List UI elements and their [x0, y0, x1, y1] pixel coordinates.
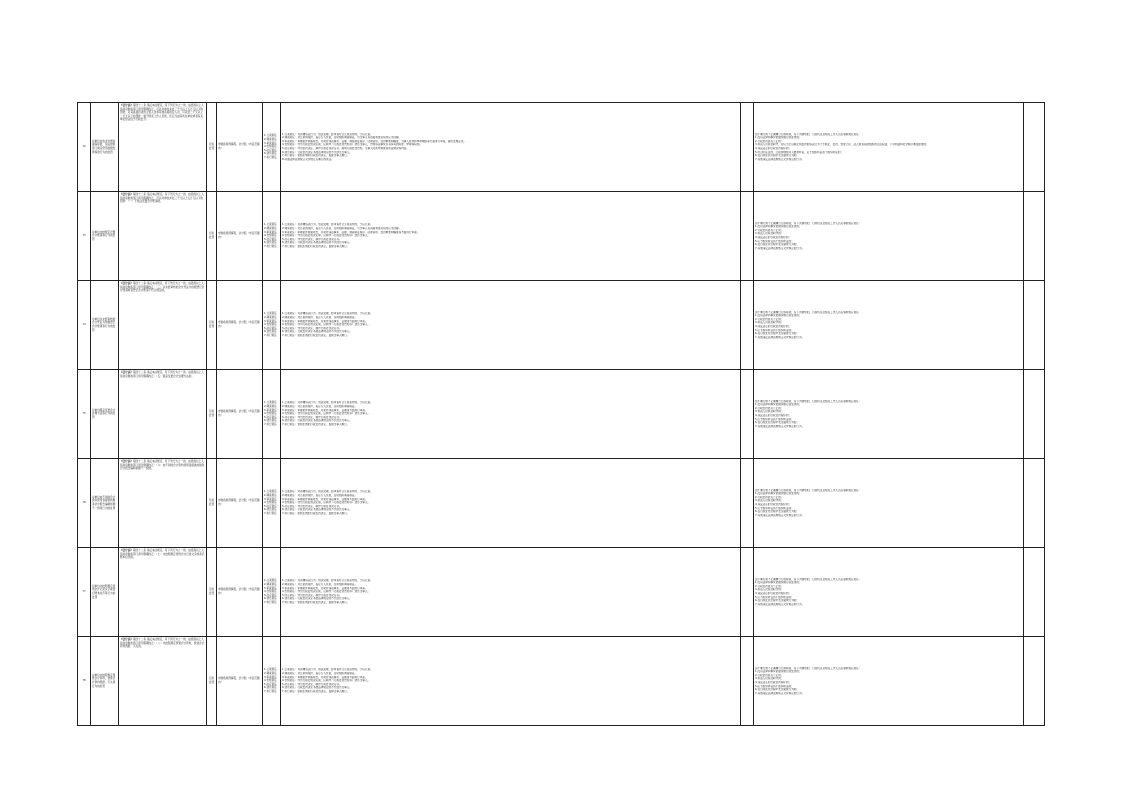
responsibility-line: 3.审查责任：审理案件调查报告，对案件违法事实、证据等方面进行审查。: [282, 675, 368, 679]
basis-title: 《会计法》: [120, 371, 133, 374]
legal-basis: [119, 637, 207, 726]
responsibility-line: 4.告知责任：作出行政处罚决定前，应制作《行政处罚告知书》送达当事人。: [282, 323, 371, 327]
accountability-label: [741, 103, 754, 192]
accountability-line: 7.其他违反法律法规规章文件规定的行为。: [755, 691, 805, 695]
accountability-head: 因不履行或不正确履行行政职责，有下列情形的，行政机关及相关工作人员应承担相应责任：: [755, 310, 862, 314]
responsibility-summary-text: 1.立案责任 2.调查责任 3.审查责任 4.告知责任 5.决定责任 6.送达责任 7.执行责任: [264, 668, 277, 693]
category-text: 行政处罚: [208, 321, 215, 328]
responsibility-line: 8.其他法律法规规章文件规定应履行的责任。: [282, 157, 334, 161]
row-number: [78, 103, 91, 192]
responsibility-summary-text: 1.立案责任 2.调查责任 3.审查责任 4.告知责任 5.决定责任 6.送达责任 7.执行责任: [264, 223, 277, 248]
accountability-label: [741, 370, 754, 459]
accountability-label: [741, 637, 754, 726]
responsibility-line: 7.执行责任：依照生效的行政处罚决定，监督当事人履行。: [282, 511, 350, 515]
accountability-label: [741, 281, 754, 370]
responsibility-details: [281, 459, 741, 548]
responsibility-line: 2.调查责任：对立案的案件，指定专人负责，及时组织调查取证，与当事人有直接利害关系的应当回避。: [282, 136, 402, 140]
item-name: [91, 637, 119, 726]
row-number-text: 77: [82, 590, 86, 594]
accountability-label: [741, 192, 754, 281]
dept-text: 市财政局预算股、会计股（市区范围内）: [218, 321, 260, 328]
responsibility-line: 6.送达责任：行政处罚决定书按法律规定的方式送达当事人。: [282, 330, 352, 334]
basis-text: 第四十二条 违反本法规定，有下列行为之一的，由县级以上人民政府财政部门责令限期改正，可以对单位并处三千元以上五万元以下的罚款：（一）不依法设置会计账簿的。: [120, 193, 204, 204]
responsibility-line: 1.立案责任：对涉嫌违法行为，依法受理，经审查符合立案条件的，予以立案。: [282, 490, 373, 494]
dept-text: 市财政局预算股、会计股（市区范围内）: [218, 232, 260, 239]
item-name-text: 对单位以未经审核的会计凭证为依据登记会计账簿等行为的处罚: [92, 317, 116, 332]
accountability-head: 因不履行或不正确履行行政职责，有下列情形的，行政机关及相关工作人员应承担相应责任：: [755, 132, 862, 136]
basis-text: 第四十二条 违反本法规定，有下列行为之一的，由县级以上人民政府财政部门责令限期改正，可以对单位并处三千元以上五万元以下的罚款；对其直接负责的主管人员和其他直接责任人员，可以处二千元以上二万元以下的罚款；属于国家工作人员的，还应当由其所在单位或者有关单位依法给予行政处分。: [120, 104, 204, 122]
accountability-line: 6.在行政处罚过程中发生腐败行为的；: [755, 332, 799, 336]
remarks: [1024, 281, 1045, 370]
responsibility-line: 6.送达责任：行政处罚决定书按法律规定的方式送达当事人。: [282, 419, 352, 423]
responsibility-summary-text: 1.立案责任 2.调查责任 3.审查责任 4.告知责任 5.决定责任 6.送达责任 7.执行责任: [264, 490, 277, 515]
accountability-line: 5.应予组织听证而不组织听证的；: [755, 684, 794, 688]
responsibility-line: 3.审查责任：审理案件调查报告，对案件违法事实、证据、调查取证程序、法律适用、处罚种类和幅度等方面进行审查。: [282, 230, 420, 234]
accountability-line: 7.其他违反法律法规规章文件规定的行为。: [755, 157, 805, 161]
dept-text: 市财政局预算股、会计股（市区范围内）: [218, 677, 260, 684]
accountability-line: 4.违反法定的行政处罚程序的；: [755, 325, 792, 328]
implementing-dept: [217, 103, 263, 192]
item-name: [91, 459, 119, 548]
responsibility-line: 5.决定责任：作出处罚决定，制作行政处罚决定书。: [282, 682, 342, 686]
dept-text: 市财政局预算股、会计股（市区范围内）: [218, 410, 260, 417]
accountability-line: 6.在行政处罚过程中发生腐败行为的；: [755, 154, 799, 158]
accountability-line: 6.在行政处罚过程中发生腐败行为的；: [755, 599, 799, 603]
accountability-label: [741, 548, 754, 637]
remarks: [1024, 459, 1045, 548]
responsibility-line: 7.执行责任：依照生效的行政处罚决定，监督当事人履行。: [282, 689, 350, 693]
responsibility-line: 2.调查责任：对立案的案件，指定专人负责，及时组织调查取证。: [282, 316, 358, 320]
responsibility-details: [281, 548, 741, 637]
accountability-head: 因不履行或不正确履行行政职责，有下列情形的，行政机关及相关工作人员应承担相应责任：: [755, 221, 862, 225]
responsibility-line: 7.执行责任：依照生效的行政处罚决定，监督当事人履行。: [282, 333, 350, 337]
responsibility-line: 4.告知责任：作出行政处罚决定前，应制作《行政处罚告知书》送达当事人。: [282, 412, 371, 416]
responsibility-line: 1.立案责任：对涉嫌违法行为，依法受理，经审查符合立案条件的，予以立案。: [282, 401, 373, 405]
accountability-line: 4.违反法定的行政处罚程序的；: [755, 236, 792, 239]
responsibility-line: 6.送达责任：行政处罚决定书按法律规定的方式送达当事人。: [282, 686, 352, 690]
accountability-line: 1.没有法律和事实依据实施行政处罚的；: [755, 136, 802, 140]
responsibility-line: 3.审查责任：审理案件调查报告，对案件违法事实、证据等方面进行审查。: [282, 586, 368, 590]
accountability-line: 2.行政处罚显失公正的；: [755, 317, 784, 321]
responsibility-line: 1.立案责任：对涉嫌违法行为，依法受理，经审查符合立案条件的，予以立案。: [282, 223, 373, 227]
accountability-line: 2.行政处罚显失公正的；: [755, 584, 784, 588]
accountability-line: 2.行政处罚显失公正的；: [755, 406, 784, 410]
accountability-head: 因不履行或不正确履行行政职责，有下列情形的，行政机关及相关工作人员应承担相应责任：: [755, 666, 862, 670]
legal-basis: [119, 192, 207, 281]
row-number-text: 74: [82, 323, 86, 327]
responsibility-summary-text: 1.立案责任 2.调查责任 3.审查责任 4.告知责任 5.决定责任 6.送达责任 7.执行责任: [264, 401, 277, 426]
item-name: [91, 192, 119, 281]
accountability-line: 5.应予组织听证而不组织听证的；: [755, 239, 794, 243]
accountability-details: [754, 281, 1024, 370]
accountability-line: 1.没有法律和事实依据实施行政处罚的；: [755, 225, 802, 229]
accountability-line: 7.其他违反法律法规规章文件规定的行为。: [755, 246, 805, 250]
accountability-details: [754, 192, 1024, 281]
responsibility-line: 6.送达责任：行政处罚决定书按法律规定的方式送达当事人。: [282, 597, 352, 601]
responsibility-table: [77, 102, 1045, 726]
item-name-text: 对单位未按照规定保管会计资料，致使会计资料毁损、灭失等行为的处罚: [92, 673, 116, 688]
responsibility-line: 3.审查责任：审理案件调查报告，对案件违法事实、证据等方面进行审查。: [282, 319, 368, 323]
table-row: [78, 548, 1045, 637]
accountability-line: 1.没有法律和事实依据实施行政处罚的；: [755, 492, 802, 496]
responsibility-line: 3.审查责任：审理案件调查报告，对案件违法事实、证据、调查取证程序、法律适用、处罚种类和幅度、当事人陈述和申辩理由等方面进行审查，提出处理意见。: [282, 139, 467, 143]
accountability-line: 6.在行政处罚过程中发生腐败行为的；: [755, 510, 799, 514]
accountability-line: 3.执法人员玩忽职守的；: [755, 499, 784, 503]
accountability-line: 6.在行政处罚过程中发生腐败行为的；: [755, 688, 799, 692]
row-number: [78, 548, 91, 637]
accountability-details: [754, 459, 1024, 548]
legal-basis: [119, 103, 207, 192]
remarks: [1024, 637, 1045, 726]
responsibility-line: 7.执行责任：依照生效的行政处罚决定，监督当事人履行。: [282, 244, 350, 248]
basis-title: 《会计法》: [120, 104, 133, 107]
responsibility-line: 1.立案责任：对涉嫌违法行为，依法受理，经审查符合立案条件的，予以立案。: [282, 668, 373, 672]
accountability-line: 7.其他违反法律法规规章文件规定的行为。: [755, 513, 805, 517]
table-body: [78, 103, 1045, 726]
accountability-line: 5.应予组织听证而不组织听证的；: [755, 417, 794, 421]
table-row: [78, 370, 1045, 459]
accountability-line: 3.执法人员玩忽职守的；: [755, 677, 784, 681]
accountability-line: 1.没有法律和事实依据实施行政处罚的；: [755, 403, 802, 407]
responsibility-line: 1.立案责任：对涉嫌违法行为，依法受理，经审查符合立案条件的，予以立案。: [282, 312, 373, 316]
category: [207, 548, 217, 637]
responsibility-line: 5.决定责任：作出处罚决定，制作行政处罚决定书。: [282, 504, 342, 508]
responsibility-line: 5.决定责任：作出处罚决定，制作行政处罚决定书。: [282, 415, 342, 419]
accountability-line: 4.违反法定的行政处罚程序的；: [755, 414, 792, 417]
category: [207, 281, 217, 370]
accountability-line: 7.其他违反法律法规规章文件规定的行为。: [755, 602, 805, 606]
responsibility-summary-text: 1.立案责任 2.调查责任 3.审查责任 4.告知责任 5.决定责任 6.送达责任 7.执行责任: [264, 312, 277, 337]
row-number-text: 75: [82, 412, 86, 416]
responsibility-line: 7.执行责任：依照生效的行政处罚决定，监督当事人履行。: [282, 154, 350, 158]
accountability-line: 5.应予组织听证而不组织听证的；: [755, 506, 794, 510]
item-name-text: 对单位未按规定设置会计账簿等行为的处罚: [92, 230, 116, 241]
responsibility-line: 2.调查责任：对立案的案件，指定专人负责，及时组织调查取证。: [282, 583, 358, 587]
responsibility-line: 3.审查责任：审理案件调查报告，对案件违法事实、证据等方面进行审查。: [282, 408, 368, 412]
legal-basis: [119, 281, 207, 370]
row-number: [78, 281, 91, 370]
responsibility-summary: [263, 548, 281, 637]
category-text: 行政处罚: [208, 499, 215, 506]
basis-title: 《会计法》: [120, 638, 133, 641]
accountability-line: 2.行政处罚显失公正的；: [755, 673, 784, 677]
accountability-line: 4.违反法定的行政处罚程序的；: [755, 592, 792, 595]
responsibility-line: 5.决定责任：作出处罚决定，制作行政处罚决定书。: [282, 593, 342, 597]
accountability-line: 2.行政处罚显失公正的；: [755, 228, 784, 232]
accountability-line: 4.违反法定的行政处罚程序的；: [755, 681, 792, 684]
responsibility-summary-text: 1.立案责任 2.调查责任 3.审查责任 4.告知责任 5.决定责任 6.送达责任 7.执行责任: [264, 134, 277, 159]
legal-basis: [119, 370, 207, 459]
category-text: 行政处罚: [208, 232, 215, 239]
accountability-line: 3.执法人员玩忽职守的；: [755, 321, 784, 325]
item-name: [91, 548, 119, 637]
row-number-text: 78: [82, 679, 86, 683]
accountability-details: [754, 637, 1024, 726]
item-name: [91, 281, 119, 370]
row-number: [78, 370, 91, 459]
category-text: 行政处罚: [208, 410, 215, 417]
responsibility-line: 3.审查责任：审理案件调查报告，对案件违法事实、证据等方面进行审查。: [282, 497, 368, 501]
basis-text: 第四十二条 违反本法规定，有下列行为之一的，由县级以上人民政府财政部门责令限期改正：（八）未按照规定保管会计资料，致使会计资料毁损、灭失的。: [120, 638, 205, 649]
accountability-line: 5.应予组织听证而不组织听证的；: [755, 328, 794, 332]
accountability-line: 7.其他违反法律法规规章文件规定的行为。: [755, 335, 805, 339]
responsibility-line: 1.立案责任：对涉嫌违法行为，依法受理，经审查符合立案条件的，予以立案。: [282, 132, 373, 136]
table-row: [78, 281, 1045, 370]
implementing-dept: [217, 637, 263, 726]
dept-text: 市财政局预算股、会计股（市区范围内）: [218, 499, 260, 506]
responsibility-summary-text: 1.立案责任 2.调查责任 3.审查责任 4.告知责任 5.决定责任 6.送达责任 7.执行责任: [264, 579, 277, 604]
item-name-text: 对单位在收支中擅自提高标准，违反财政部门规定使用虚假发票等的行为的处罚: [92, 139, 116, 154]
accountability-line: 1.没有法律和事实依据实施行政处罚的；: [755, 581, 802, 585]
accountability-details: [754, 103, 1024, 192]
accountability-details: [754, 548, 1024, 637]
accountability-details: [754, 370, 1024, 459]
row-number: [78, 192, 91, 281]
responsibility-line: 6.送达责任：行政处罚决定书按法律规定的方式送达当事人。: [282, 150, 352, 154]
item-name: [91, 103, 119, 192]
accountability-line: 6.在行政处罚过程中发生腐败行为的；: [755, 243, 799, 247]
responsibility-line: 4.告知责任：作出行政处罚决定前，应制作《行政处罚告知书》送达当事人。: [282, 501, 371, 505]
basis-title: 《会计法》: [120, 282, 133, 285]
responsibility-summary: [263, 370, 281, 459]
category: [207, 192, 217, 281]
row-number-text: 73: [82, 234, 86, 238]
accountability-line: 2.行政处罚显失公正的；: [755, 495, 784, 499]
responsibility-line: 2.调查责任：对立案的案件，指定专人负责，及时组织调查取证。: [282, 494, 358, 498]
responsibility-line: 2.调查责任：对立案的案件，指定专人负责，及时组织调查取证。: [282, 405, 358, 409]
accountability-line: 3.执法人员玩忽职守的；: [755, 588, 784, 592]
accountability-line: 4.违反法定的行政处罚程序的；: [755, 147, 792, 150]
category-text: 行政处罚: [208, 588, 215, 595]
legal-basis: [119, 459, 207, 548]
responsibility-line: 6.送达责任：行政处罚决定书按法律规定的方式送达当事人。: [282, 241, 352, 245]
row-number: [78, 459, 91, 548]
remarks: [1024, 548, 1045, 637]
dept-text: 市财政局预算股、会计股（市区范围内）: [218, 588, 260, 595]
item-name-text: 对单位随意变更会计处理方法等行为的处罚: [92, 408, 116, 419]
accountability-line: 6.在行政处罚过程中发生腐败行为的；: [755, 421, 799, 425]
responsibility-details: [281, 192, 741, 281]
category-text: 行政处罚: [208, 677, 215, 684]
responsibility-summary: [263, 281, 281, 370]
accountability-head: 因不履行或不正确履行行政职责，有下列情形的，行政机关及相关工作人员应承担相应责任：: [755, 488, 862, 492]
basis-text: 第四十二条 违反本法规定，有下列行为之一的，由县级以上人民政府财政部门责令限期改正：（六）向不同的会计资料使用者提供的财务会计报告编制依据不一致的。: [120, 460, 205, 471]
responsibility-line: 7.执行责任：依照生效的行政处罚决定，监督当事人履行。: [282, 422, 350, 426]
accountability-line: 3.执法人员玩忽职守，对应当予以制止和处罚的违法行为不予制止、处罚，致使公民、法人或者其他组织的合法权益、公共利益和社会秩序遭受损害的；: [755, 143, 929, 147]
accountability-line: 4.违反法定的行政处罚程序的；: [755, 503, 792, 506]
accountability-head: 因不履行或不正确履行行政职责，有下列情形的，行政机关及相关工作人员应承担相应责任：: [755, 399, 862, 403]
accountability-label: [741, 459, 754, 548]
responsibility-line: 4.告知责任：作出行政处罚决定前，应制作《行政处罚告知书》送达当事人。: [282, 590, 371, 594]
accountability-line: 5.符合听证条件、行政管理相对人要求听证，应予组织听证而不组织听证的；: [755, 150, 844, 154]
accountability-line: 7.其他违反法律法规规章文件规定的行为。: [755, 424, 805, 428]
accountability-head: 因不履行或不正确履行行政职责，有下列情形的，行政机关及相关工作人员应承担相应责任：: [755, 577, 862, 581]
table-row: [78, 103, 1045, 192]
legal-basis: [119, 548, 207, 637]
table-row: [78, 637, 1045, 726]
implementing-dept: [217, 370, 263, 459]
implementing-dept: [217, 281, 263, 370]
responsibility-line: 7.执行责任：依照生效的行政处罚决定，监督当事人履行。: [282, 600, 350, 604]
responsibility-line: 5.决定责任：作出处罚决定，制作行政处罚决定书。: [282, 237, 342, 241]
accountability-line: 1.没有法律和事实依据实施行政处罚的；: [755, 670, 802, 674]
item-name-text: 对单位向不同的会计资料使用者提供的财务会计报告编制依据不一致等行为的处罚: [92, 495, 116, 510]
accountability-line: 3.执法人员玩忽职守的；: [755, 410, 784, 414]
responsibility-summary: [263, 192, 281, 281]
responsibility-line: 4.告知责任：作出行政处罚决定前，应制作《行政处罚告知书》送达当事人，告知违法事实及其享有的陈述、申辩等权利。: [282, 143, 422, 147]
basis-text: 第四十二条 违反本法规定，有下列行为之一的，由县级以上人民政府财政部门责令限期改正：（五）随意变更会计处理方法的。: [120, 371, 204, 378]
responsibility-summary: [263, 459, 281, 548]
responsibility-line: 5.决定责任：作出处罚决定，制作行政处罚决定书，载明行政处罚告知、当事人陈述申辩或者听证情况等内容。: [282, 147, 409, 150]
item-name-text: 对单位未按照规定使用会计记录文字或者记账本位币等行为的处罚: [92, 584, 116, 599]
responsibility-line: 2.调查责任：对立案的案件，指定专人负责，及时组织调查取证。: [282, 672, 358, 676]
responsibility-line: 5.决定责任：作出处罚决定，制作行政处罚决定书。: [282, 326, 342, 330]
category: [207, 459, 217, 548]
responsibility-details: [281, 281, 741, 370]
accountability-line: 2.行政处罚显失公正的；: [755, 139, 784, 143]
category-text: 行政处罚: [208, 143, 215, 150]
accountability-line: 1.没有法律和事实依据实施行政处罚的；: [755, 314, 802, 318]
dept-text: 市财政局预算股、会计股（市区范围内）: [218, 143, 260, 150]
implementing-dept: [217, 548, 263, 637]
category: [207, 637, 217, 726]
responsibility-line: 2.调查责任：对立案的案件，指定专人负责，及时组织调查取证，与当事人有直接利害关系的应当回避。: [282, 227, 402, 231]
accountability-line: 5.应予组织听证而不组织听证的；: [755, 595, 794, 599]
responsibility-details: [281, 637, 741, 726]
row-number-text: 72: [82, 145, 86, 149]
row-number: [78, 637, 91, 726]
responsibility-details: [281, 370, 741, 459]
accountability-line: 3.执法人员玩忽职守的；: [755, 232, 784, 236]
row-number-text: 76: [82, 501, 86, 505]
basis-title: 《会计法》: [120, 193, 133, 196]
responsibility-line: 4.告知责任：作出行政处罚决定前，应制作《行政处罚告知书》送达当事人。: [282, 679, 371, 683]
implementing-dept: [217, 192, 263, 281]
basis-text: 第四十二条 违反本法规定，有下列行为之一的，由县级以上人民政府财政部门责令限期改正：（三）以未经审核的会计凭证为依据登记会计账簿或者登记会计账簿不符合规定的。: [120, 282, 205, 293]
responsibility-line: 4.告知责任：作出行政处罚决定前，应制作《行政处罚告知书》送达当事人。: [282, 234, 371, 238]
remarks: [1024, 103, 1045, 192]
basis-title: 《会计法》: [120, 460, 133, 463]
basis-text: 第四十二条 违反本法规定，有下列行为之一的，由县级以上人民政府财政部门责令限期改正：（七）未按照规定使用会计记录文字或者记账本位币的。: [120, 549, 205, 560]
remarks: [1024, 370, 1045, 459]
category: [207, 370, 217, 459]
table-row: [78, 192, 1045, 281]
responsibility-details: [281, 103, 741, 192]
responsibility-line: 6.送达责任：行政处罚决定书按法律规定的方式送达当事人。: [282, 508, 352, 512]
table-row: [78, 459, 1045, 548]
implementing-dept: [217, 459, 263, 548]
category: [207, 103, 217, 192]
responsibility-line: 1.立案责任：对涉嫌违法行为，依法受理，经审查符合立案条件的，予以立案。: [282, 579, 373, 583]
remarks: [1024, 192, 1045, 281]
basis-title: 《会计法》: [120, 549, 133, 552]
item-name: [91, 370, 119, 459]
responsibility-summary: [263, 637, 281, 726]
responsibility-summary: [263, 103, 281, 192]
